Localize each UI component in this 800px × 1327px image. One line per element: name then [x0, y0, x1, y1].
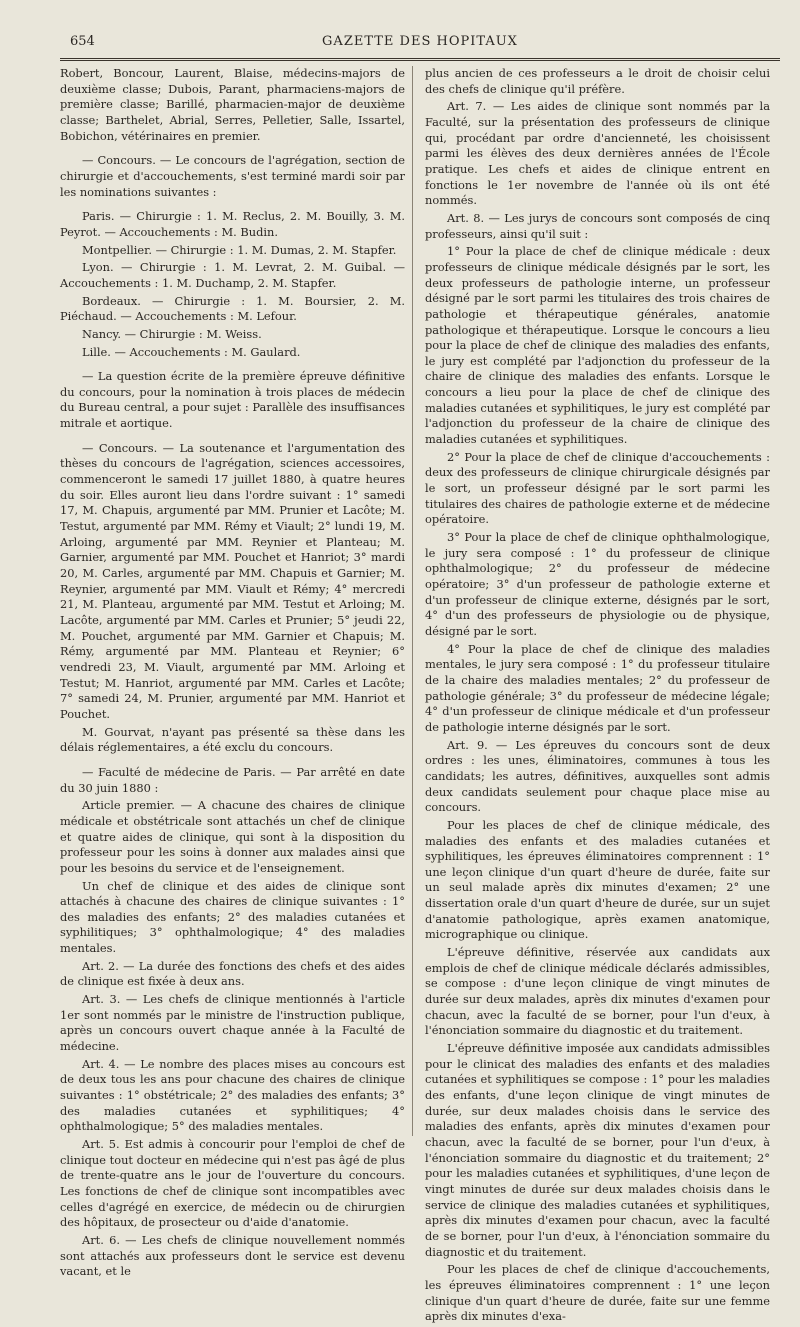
- paragraph: L'épreuve définitive imposée aux candidats admissibles pour le clinicat des maladies des enfants et des maladies cutanées et syphilitiques se compose : 1° pour les maladies des enfants, d'une leçon clinique de vingt minutes de durée, sur deux malades choisis dans le service des maladies des enfants, après dix minutes d'examen pour chacun, avec la faculté de se borner, pour l'un d'eux, à l'énonciation sommaire du diagnostic et du traitement; 2° pour les maladies cutanées et syphilitiques, d'une leçon de vingt minutes de durée sur deux malades choisis dans le service de clinique des maladies cutanées et syphilitiques, après dix minutes d'examen pour chacun, avec la faculté de se borner, pour l'un d'eux, à l'énonciation sommaire du diagnostic et du traitement.: [425, 1041, 770, 1259]
- paragraph: M. Gourvat, n'ayant pas présenté sa thèse dans les délais réglementaires, a été exclu du concours.: [60, 724, 405, 755]
- paragraph: Paris. — Chirurgie : 1. M. Reclus, 2. M. Bouilly, 3. M. Peyrot. — Accouchements : M. Budin.: [60, 209, 405, 239]
- paragraph: Article premier. — A chacune des chaires de clinique médicale et obstétricale sont attachés un chef de clinique et quatre aides de clinique, qui sont à la disposition du professeur pour les soins à donner aux malades ainsi que pour les besoins du service et de l'enseignement.: [60, 798, 405, 875]
- paragraph: Robert, Boncour, Laurent, Blaise, médecins-majors de deuxième classe; Dubois, Parant, pharmaciens-majors de première classe; Barillé, pharmacien-major de deuxième classe; Barthelet, Abrial, Serres, Pelletier, Salle, Issartel, Bobichon, vétérinaires en premier.: [60, 66, 405, 143]
- page-number: 654: [70, 34, 95, 49]
- paragraph: Nancy. — Chirurgie : M. Weiss.: [82, 326, 262, 341]
- paragraph: Un chef de clinique et des aides de clinique sont attachés à chacune des chaires de clinique suivantes : 1° des maladies des enfants; 2° des maladies cutanées et syphilitiques; 3° ophthalmologique; 4° des maladies mentales.: [60, 878, 405, 956]
- paragraph: — Faculté de médecine de Paris. — Par arrêté en date du 30 juin 1880 :: [60, 764, 405, 795]
- paragraph: — Concours. — La soutenance et l'argumentation des thèses du concours de l'agrégation, sciences accessoires, commenceront le samedi 17 juillet 1880, à quatre heures du soir. Elles auront lieu dans l'ordre suivant : 1° samedi 17, M. Chapuis, argumenté par MM. Prunier et Lacôte; M. Testut, argumenté par MM. Rémy et Viault; 2° lundi 19, M. Arloing, argumenté par MM. Reynier et Planteau; M. Garnier, argumenté par MM. Pouchet et Hanriot; 3° mardi 20, M. Carles, argumenté par MM. Chapuis et Garnier; M. Reynier, argumenté par MM. Viault et Rémy; 4° mercredi 21, M. Planteau, argumenté par MM. Testut et Arloing; M. Lacôte, argumenté par MM. Carles et Prunier; 5° jeudi 22, M. Pouchet, argumenté par MM. Garnier et Chapuis; M. Rémy, argumenté par MM. Planteau et Reynier; 6° vendredi 23, M. Viault, argumenté par MM. Arloing et Testut; M. Hanriot, argumenté par MM. Carles et Lacôte; 7° samedi 24, M. Prunier, argumenté par MM. Hanriot et Pouchet.: [60, 440, 405, 721]
- paragraph: Art. 3. — Les chefs de clinique mentionnés à l'article 1er sont nommés par le ministre de l'instruction publique, après un concours ouvert chaque année à la Faculté de médecine.: [60, 992, 405, 1054]
- paragraph: Lille. — Accouchements : M. Gaulard.: [82, 344, 301, 359]
- paragraph: Art. 9. — Les épreuves du concours sont de deux ordres : les unes, éliminatoires, communes à tous les candidats; les autres, définitives, auxquelles sont admis deux candidats seulement pour chaque place mise au concours.: [425, 737, 770, 815]
- paragraph: Art. 2. — La durée des fonctions des chefs et des aides de clinique est fixée à deux ans.: [60, 958, 405, 989]
- paragraph: plus ancien de ces professeurs a le droit de choisir celui des chefs de clinique qu'il préfère.: [425, 66, 770, 96]
- paragraph: Montpellier. — Chirurgie : 1. M. Dumas, 2. M. Stapfer.: [82, 242, 397, 257]
- paragraph: Art. 5. Est admis à concourir pour l'emploi de chef de clinique tout docteur en médecine qui n'est pas âgé de plus de trente-quatre ans le jour de l'ouverture du concours. Les fonctions de chef de clinique sont incompatibles avec celles d'agrégé en exercice, de médecin ou de chirurgien des hôpitaux, de prosecteur ou d'aide d'anatomie.: [60, 1137, 405, 1230]
- left-column: [60, 66, 405, 1282]
- paragraph: Art. 4. — Le nombre des places mises au concours est de deux tous les ans pour chacune des chaires de clinique suivantes : 1° obstétricale; 2° des maladies des enfants; 3° des maladies cutanées et syphilitiques; 4° ophthalmologique; 5° des maladies mentales.: [60, 1056, 405, 1134]
- paragraph: — Concours. — Le concours de l'agrégation, section de chirurgie et d'accouchements, s'est terminé mardi soir par les nominations suivantes :: [60, 153, 405, 199]
- paragraph: — La question écrite de la première épreuve définitive du concours, pour la nomination à trois places de médecin du Bureau central, a pour sujet : Parallèle des insuffisances mitrale et aortique.: [60, 369, 405, 431]
- journal-title: GAZETTE DES HOPITAUX: [322, 34, 518, 49]
- paragraph: Bordeaux. — Chirurgie : 1. M. Boursier, 2. M. Piéchaud. — Accouchements : M. Lefour.: [60, 293, 405, 324]
- paragraph: Pour les places de chef de clinique d'accouchements, les épreuves éliminatoires comprennent : 1° une leçon clinique d'un quart d'heure de durée, faite sur une femme après dix minutes d'exa-: [425, 1262, 770, 1324]
- paragraph: Pour les places de chef de clinique médicale, des maladies des enfants et des maladies cutanées et syphilitiques, les épreuves éliminatoires comprennent : 1° une leçon clinique d'un quart d'heure de durée, faite sur un seul malade après dix minutes d'examen; 2° une dissertation orale d'un quart d'heure de durée, sur un sujet d'anatomie pathologique, après examen anatomique, micrographique ou clinique.: [425, 817, 770, 942]
- paragraph: Art. 6. — Les chefs de clinique nouvellement nommés sont attachés aux professeurs dont le service est devenu vacant, et le: [60, 1232, 405, 1279]
- page-header: [60, 28, 780, 61]
- column-divider: [412, 66, 413, 1136]
- paragraph: Lyon. — Chirurgie : 1. M. Levrat, 2. M. Guibal. — Accouchements : 1. M. Duchamp, 2. M. Stapfer.: [60, 260, 405, 290]
- paragraph: Art. 8. — Les jurys de concours sont composés de cinq professeurs, ainsi qu'il suit :: [425, 210, 770, 241]
- paragraph: 2° Pour la place de chef de clinique d'accouchements : deux des professeurs de clinique chirurgicale désignés par le sort, un professeur désigné par le sort parmi les titulaires des chaires de pathologie externe et de médecine opératoire.: [425, 449, 770, 527]
- paragraph: 4° Pour la place de chef de clinique des maladies mentales, le jury sera composé : 1° du professeur titulaire de la chaire des maladies mentales; 2° du professeur de pathologie générale; 3° du professeur de médecine légale; 4° d'un professeur de clinique médicale et d'un professeur de pathologie interne désignés par le sort.: [425, 641, 770, 734]
- paragraph: 1° Pour la place de chef de clinique médicale : deux professeurs de clinique médicale désignés par le sort, les deux professeurs de pathologie interne, un professeur désigné par le sort parmi les titulaires des trois chaires de pathologie et thérapeutique générales, anatomie pathologique et thérapeutique. Lorsque le concours a lieu pour la place de chef de clinique des maladies des enfants, le jury est complété par l'adjonction du professeur de la chaire de clinique des maladies des enfants. Lorsque le concours a lieu pour la place de chef de clinique des maladies cutanées et syphilitiques, le jury est complété par l'adjonction du professeur de la chaire de clinique des maladies cutanées et syphilitiques.: [425, 244, 770, 447]
- paragraph: Art. 7. — Les aides de clinique sont nommés par la Faculté, sur la présentation des professeurs de clinique qui, procédant par ordre d'ancienneté, les choisissent parmi les élèves des deux dernières années de l'École pratique. Les chefs et aides de clinique entrent en fonctions le 1er novembre de l'année où ils ont été nommés.: [425, 99, 770, 208]
- right-column: [425, 66, 770, 1327]
- paragraph: L'épreuve définitive, réservée aux candidats aux emplois de chef de clinique médicale déclarés admissibles, se compose : d'une leçon clinique de vingt minutes de durée sur deux malades, après dix minutes d'examen pour chacun, avec la faculté de se borner, pour l'un d'eux, à l'énonciation sommaire du diagnostic et du traitement.: [425, 945, 770, 1038]
- paragraph: 3° Pour la place de chef de clinique ophthalmologique, le jury sera composé : 1° du professeur de clinique ophthalmologique; 2° du professeur de médecine opératoire; 3° d'un professeur de pathologie externe et d'un professeur de clinique externe, désignés par le sort, 4° d'un des professeurs de physiologie ou de physique, désigné par le sort.: [425, 530, 770, 638]
